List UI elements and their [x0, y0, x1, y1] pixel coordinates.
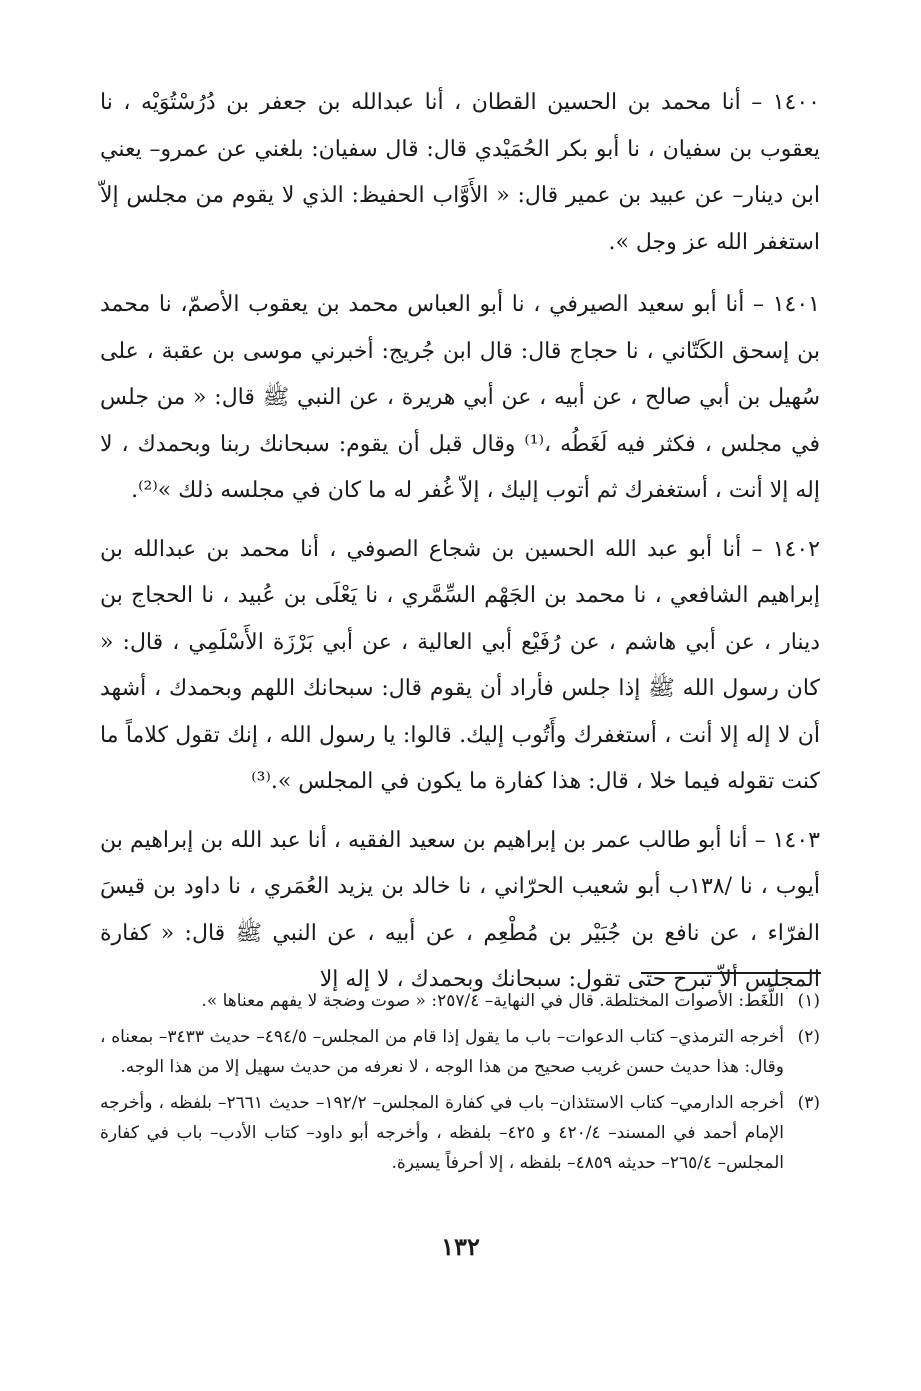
hadith-1401-paragraph: ١٤٠١ – أنا أبو سعيد الصيرفي ، نا أبو العباس محمد بن يعقوب الأصمّ، نا محمد بن إسحق الكَتّاني ، نا حجاج قال: قال ابن جُريج: أخبرني موسى بن عقبة ، على سُهيل بن أبي صالح ، عن أبيه ، عن أبي هريرة ، عن النبي ﷺ قال: « من جلس في مجلس ، فكثر فيه لَغَطُه ،⁽¹⁾ وقال قبل أن يقوم: سبحانك ربنا وبحمدك ، لا إله إلا أنت ، أستغفرك ثم أتوب إليك ، إلاّ غُفر له ما كان في مجلسه ذلك »⁽²⁾.: [100, 292, 820, 503]
main-text: [100, 80, 820, 1004]
footnote-number: (١): [797, 991, 820, 1011]
footnote-3: [100, 1088, 820, 1178]
footnote-text: أخرجه الدارمي– كتاب الاستئذان– باب في كفارة المجلس– ١٩٢/٢– حديث ٢٦٦١– بلفظه ، وأخرجه الإمام أحمد في المسند– ٤٢٠/٤ و ٤٢٥– بلفظه ، وأخرجه أبو داود– كتاب الأدب– باب في كفارة المجلس– ٢٦٥/٤– حديثه ٤٨٥٩– بلفظه ، إلا أحرفاً يسيرة.: [100, 1093, 784, 1173]
footnotes: [100, 986, 820, 1184]
hadith-1402-paragraph: ١٤٠٢ – أنا أبو عبد الله الحسين بن شجاع الصوفي ، أنا محمد بن عبدالله بن إبراهيم الشافعي ، نا محمد بن الجَهْم السِّمَّري ، نا يَعْلَى بن عُبيد ، نا الحجاج بن دينار ، عن أبي هاشم ، عن رُفَيْع أبي العالية ، عن أبي بَرْزَة الأَسْلَمِي ، قال: « كان رسول الله ﷺ إذا جلس فأراد أن يقوم قال: سبحانك اللهم وبحمدك ، أشهد أن لا إله إلا أنت ، أستغفرك وأَتُوب إليك. قالوا: يا رسول الله ، إنك تقول كلاماً ما كنت تقوله فيما خلا ، قال: هذا كفارة ما يكون في المجلس ».⁽³⁾: [100, 536, 820, 794]
footnote-number: (٣): [797, 1093, 820, 1113]
footnote-1: [100, 986, 820, 1016]
hadith-1403-paragraph: ١٤٠٣ – أنا أبو طالب عمر بن إبراهيم بن سعيد الفقيه ، أنا عبد الله بن إبراهيم بن أيوب ، نا ‎/١٣٨ب‎ أبو شعيب الحرّاني ، نا خالد بن يزيد العُمَري ، نا داود بن قيسَ الفرّاء ، عن نافع بن جُبَيْر بن مُطْعِم ، عن أبيه ، عن النبي ﷺ قال: « كفارة المجلس ألاّ تبرح حتى تقول: سبحانك وبحمدك ، لا إله إلا: [100, 827, 821, 992]
footnote-separator: [641, 972, 821, 974]
hadith-1400-paragraph: ١٤٠٠ – أنا محمد بن الحسين القطان ، أنا عبدالله بن جعفر بن دُرُسْتُوَيْه ، نا يعقوب بن سفيان ، نا أبو بكر الحُمَيْدي قال: قال سفيان: بلغني عن عمرو– يعني ابن دينار– عن عبيد بن عمير قال: « الأَوَّاب الحفيظ: الذي لا يقوم من مجلس إلاّ استغفر الله عز وجل ».: [100, 90, 820, 255]
footnote-2: [100, 1022, 820, 1082]
footnote-text: أخرجه الترمذي– كتاب الدعوات– باب ما يقول إذا قام من المجلس– ٤٩٤/٥– حديث ٣٤٣٣– بمعناه ، وقال: هذا حديث حسن غريب صحيح من هذا الوجه ، لا نعرفه من حديث سهيل إلا من هذا الوجه.: [100, 1027, 784, 1077]
footnote-number: (٢): [797, 1027, 820, 1047]
page-number: ١٣٢: [441, 1232, 480, 1261]
footnote-text: اللَّغَط: الأصوات المختلطة. قال في النهاية– ٢٥٧/٤: « صوت وضجة لا يفهم معناها ».: [201, 991, 784, 1011]
